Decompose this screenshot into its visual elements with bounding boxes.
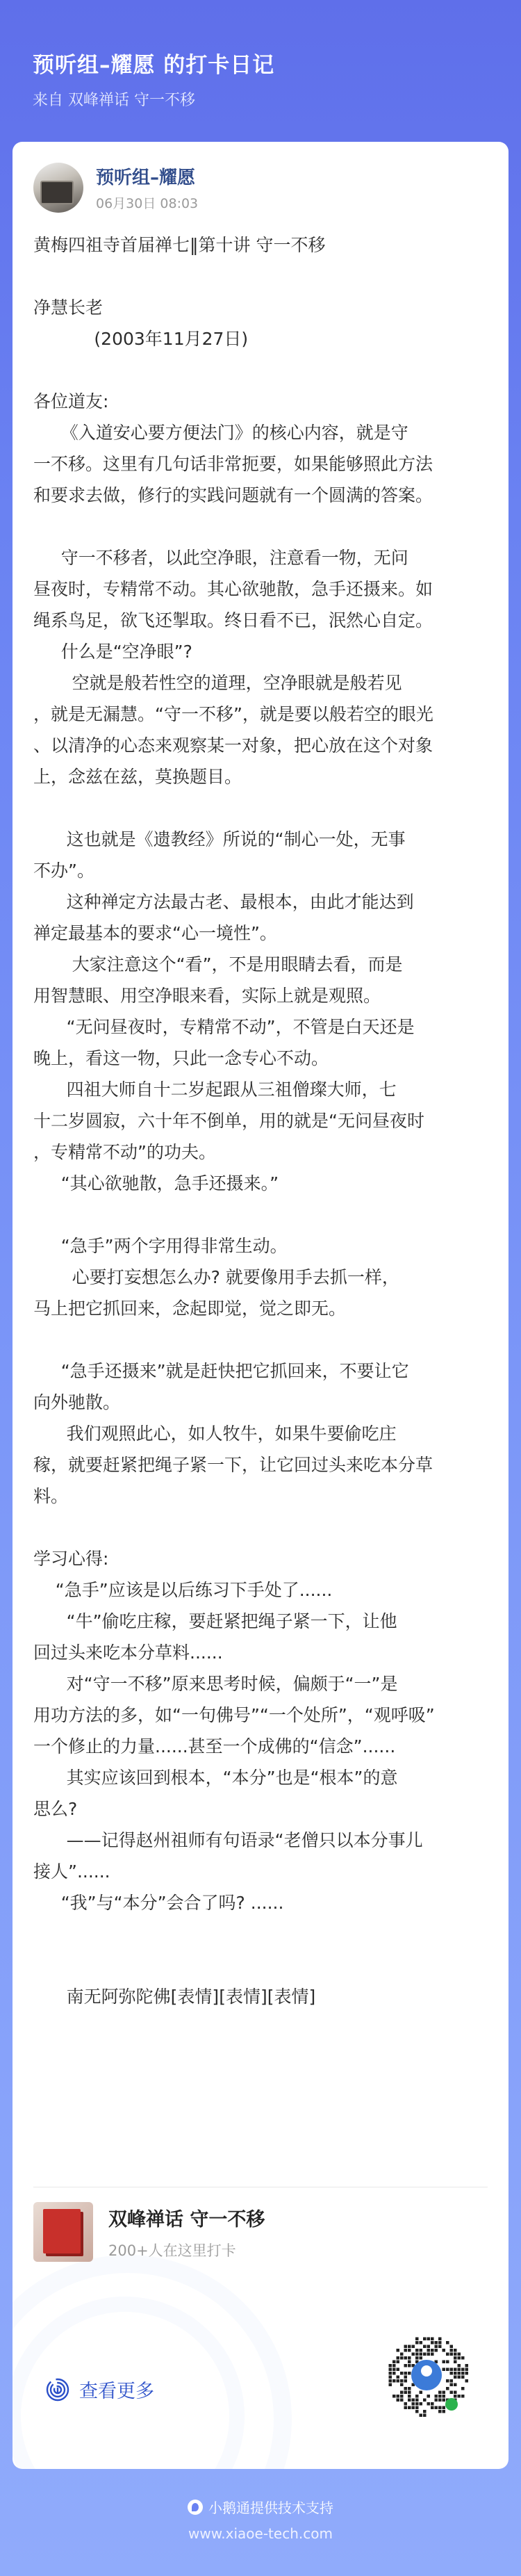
post-line: 马上把它抓回来，念起即觉，觉之即无。 bbox=[33, 1298, 347, 1319]
post-line: ，就是无漏慧。“守一不移”，就是要以般若空的眼光 bbox=[33, 704, 433, 724]
group-meta: 200+人在这里打卡 bbox=[108, 2242, 236, 2259]
post-line: 和要求去做，修行的实践问题就有一个圆满的答案。 bbox=[33, 485, 433, 505]
post-line: 稼，就要赶紧把绳子紧一下，让它回过头来吃本分草 bbox=[33, 1455, 433, 1475]
poster-name[interactable]: 预听组–耀愿 bbox=[96, 168, 196, 188]
group-cover bbox=[33, 2202, 93, 2262]
post-line: ——记得赵州祖师有句语录“老僧只以本分事儿 bbox=[33, 1830, 423, 1850]
footer-provider: 小鹅通提供技术支持 bbox=[208, 2500, 333, 2516]
footer-url[interactable]: www.xiaoe-tech.com bbox=[188, 2525, 333, 2542]
post-line: “急手”两个字用得非常生动。 bbox=[33, 1236, 288, 1256]
post-line: 这种禅定方法最古老、最根本，由此才能达到 bbox=[33, 892, 414, 912]
group-info bbox=[108, 2204, 265, 2260]
post-line: 什么是“空净眼”? bbox=[33, 642, 192, 662]
post-line: 用智慧眼、用空净眼来看，实际上就是观照。 bbox=[33, 986, 381, 1006]
post-line: 昼夜时，专精常不动。其心欲驰散，急手还摄来。如 bbox=[33, 579, 433, 599]
post-line bbox=[33, 354, 488, 386]
post-line: 对“守一不移”原来思考时候，偏颇于“一”是 bbox=[33, 1674, 398, 1694]
post-line: 用功方法的多，如“一句佛号”“一个处所”，“观呼吸” bbox=[33, 1705, 435, 1725]
post-line: 其实应该回到根本，“本分”也是“根本”的意 bbox=[33, 1768, 398, 1788]
post-line: 学习心得: bbox=[33, 1549, 109, 1569]
post-line bbox=[33, 1918, 488, 1950]
post-line bbox=[33, 261, 488, 292]
post-line bbox=[33, 511, 488, 542]
post-line bbox=[33, 792, 488, 824]
post-line: 一不移。这里有几句话非常扼要，如果能够照此方法 bbox=[33, 454, 433, 474]
post-line: 料。 bbox=[33, 1486, 69, 1506]
post-line: 十二岁圆寂，六十年不倒单，用的就是“无问昼夜时 bbox=[33, 1111, 424, 1131]
post-line: 我们观照此心，如人牧牛，如果牛要偷吃庄 bbox=[33, 1424, 397, 1444]
post-line: 一个修止的力量......甚至一个成佛的“信念”...... bbox=[33, 1736, 396, 1756]
post-line: 上，念兹在兹，莫换题目。 bbox=[33, 767, 242, 787]
post-line: 不办”。 bbox=[33, 861, 94, 881]
post-time: 06月30日 08:03 bbox=[96, 196, 199, 211]
page-header bbox=[33, 47, 274, 110]
post-line: 南无阿弥陀佛[表情][表情][表情] bbox=[33, 1987, 316, 2007]
view-more-label: 查看更多 bbox=[79, 2381, 154, 2402]
post-line: 这也就是《遗教经》所说的“制心一处，无事 bbox=[33, 829, 406, 849]
post-line: ，专精常不动”的功夫。 bbox=[33, 1142, 216, 1162]
post-line: 净慧长老 bbox=[33, 297, 104, 318]
xiaoe-logo-icon bbox=[188, 2500, 203, 2515]
page-subtitle: 来自 双峰禅话 守一不移 bbox=[33, 92, 195, 109]
post-line: “其心欲驰散，急手还摄来。” bbox=[33, 1173, 279, 1193]
group-card[interactable] bbox=[33, 2202, 265, 2262]
post-line: “我”与“本分”会合了吗? ...... bbox=[33, 1893, 284, 1913]
post-line: “急手还摄来”就是赶快把它抓回来，不要让它 bbox=[33, 1361, 409, 1381]
post-line: 各位道友: bbox=[33, 391, 109, 411]
fingerprint-icon bbox=[46, 2378, 69, 2402]
post-line: 黄梅四祖寺首届禅七‖第十讲 守一不移 bbox=[33, 235, 326, 255]
post-line: 心要打妄想怎么办? 就要像用手去抓一样， bbox=[33, 1267, 399, 1287]
qr-code bbox=[379, 2328, 474, 2422]
view-more-button[interactable] bbox=[46, 2376, 154, 2403]
post-line: 守一不移者，以此空净眼，注意看一物，无问 bbox=[33, 548, 408, 568]
post-line: (2003年11月27日) bbox=[33, 329, 249, 349]
page-title: 预听组–耀愿 的打卡日记 bbox=[33, 53, 275, 78]
post-line: 大家注意这个“看”，不是用眼睛去看，而是 bbox=[33, 954, 403, 975]
post-line: “无问昼夜时，专精常不动”，不管是白天还是 bbox=[33, 1017, 415, 1037]
post-line: “急手”应该是以后练习下手处了...... bbox=[33, 1580, 333, 1600]
post-line bbox=[33, 1324, 488, 1355]
post-line: 《入道安心要方便法门》的核心内容，就是守 bbox=[33, 423, 408, 443]
post-line: 向外驰散。 bbox=[33, 1392, 121, 1412]
post-line: 接人”...... bbox=[33, 1861, 110, 1882]
post-line: 空就是般若性空的道理，空净眼就是般若见 bbox=[33, 673, 402, 693]
post-line: 回过头来吃本分草料...... bbox=[33, 1642, 223, 1663]
post-line: 四祖大师自十二岁起跟从三祖僧璨大师，七 bbox=[33, 1079, 397, 1100]
post-line bbox=[33, 1199, 488, 1230]
poster-info bbox=[96, 163, 198, 212]
avatar[interactable] bbox=[33, 163, 83, 213]
post-line: 绳系鸟足，欲飞还掣取。终日看不已，泯然心自定。 bbox=[33, 610, 433, 630]
post-body bbox=[33, 229, 488, 2012]
post-line bbox=[33, 1950, 488, 1981]
post-line: 思么? bbox=[33, 1799, 78, 1819]
poster-header bbox=[33, 163, 198, 213]
diary-card bbox=[13, 142, 508, 2469]
post-line: 晚上，看这一物，只此一念专心不动。 bbox=[33, 1048, 329, 1068]
post-line: 禅定最基本的要求“心一境性”。 bbox=[33, 923, 277, 943]
group-name: 双峰禅话 守一不移 bbox=[108, 2208, 265, 2231]
post-line: 、以清净的心态来观察某一对象，把心放在这个对象 bbox=[33, 735, 433, 756]
post-line bbox=[33, 1512, 488, 1543]
post-line: “牛”偷吃庄稼，要赶紧把绳子紧一下，让他 bbox=[33, 1611, 397, 1631]
footer bbox=[0, 2497, 521, 2542]
